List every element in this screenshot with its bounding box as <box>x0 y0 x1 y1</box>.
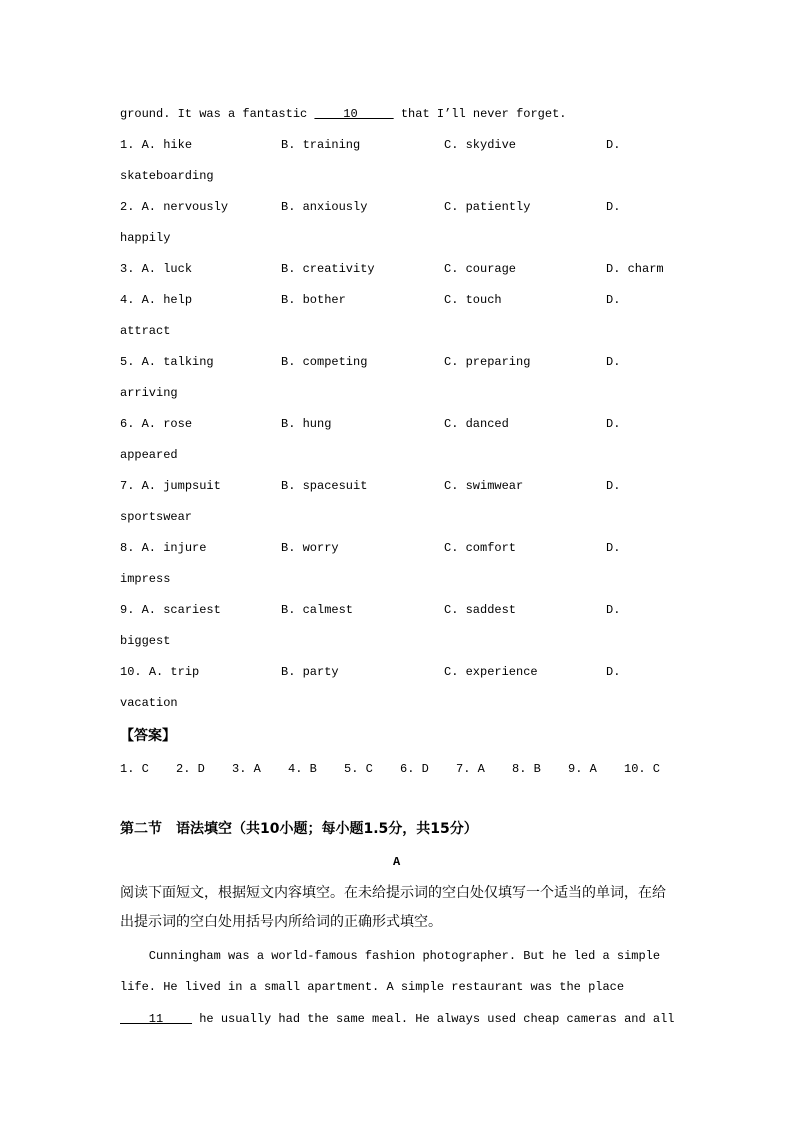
question-number: 9. <box>120 603 142 617</box>
text: ground. It was a fantastic <box>120 107 315 121</box>
question-2-option-d: D. happily <box>120 199 621 245</box>
question-number: 4. <box>120 293 142 307</box>
answer-5: 5. C <box>344 762 373 776</box>
answer-3: 3. A <box>232 762 261 776</box>
question-8-option-b: B. worry <box>281 541 339 555</box>
question-9-option-b: B. calmest <box>281 603 354 617</box>
question-number: 1. <box>120 138 142 152</box>
instruction-line-2: 出提示词的空白处用括号内所给词的正确形式填空。 <box>120 914 442 930</box>
question-3-option-d: D. charm <box>606 262 664 276</box>
question-number: 2. <box>120 200 142 214</box>
question-2-option-b: B. anxiously <box>281 200 368 214</box>
question-8-option-c: C. comfort <box>444 541 517 555</box>
option-a: A. trip <box>148 665 200 679</box>
question-number: 3. <box>120 262 142 276</box>
question-7-option-d: D. sportswear <box>120 478 621 524</box>
question-1-option-c: C. skydive <box>444 138 517 152</box>
answer-9: 9. A <box>568 762 597 776</box>
question-3-option-b: B. creativity <box>281 262 375 276</box>
question-3-number <box>120 261 192 277</box>
question-4-option-b: B. bother <box>281 293 346 307</box>
question-number: 8. <box>120 541 142 555</box>
answer-heading: 【答案】 <box>120 728 176 744</box>
passage-label: A <box>393 855 401 869</box>
question-10-option-d: D. vacation <box>120 664 621 710</box>
option-a: A. help <box>141 293 193 307</box>
option-a: A. injure <box>141 541 207 555</box>
question-7-option-b: B. spacesuit <box>281 479 368 493</box>
option-a: A. luck <box>141 262 193 276</box>
answer-8: 8. B <box>512 762 541 776</box>
answer-7: 7. A <box>456 762 485 776</box>
option-a: A. jumpsuit <box>141 479 221 493</box>
question-number: 6. <box>120 417 142 431</box>
answer-6: 6. D <box>400 762 429 776</box>
section-title: 第二节 语法填空（共10小题；每小题1.5分，共15分） <box>120 821 478 837</box>
option-a: A. rose <box>141 417 193 431</box>
question-number: 7. <box>120 479 142 493</box>
passage-line-2: life. He lived in a small apartment. A simple restaurant was the place <box>120 980 625 994</box>
question-8-option-d: D. impress <box>120 540 621 586</box>
question-10-option-b: B. party <box>281 665 339 679</box>
answer-1: 1. C <box>120 762 149 776</box>
intro-line <box>120 106 566 122</box>
text: that I’ll never forget. <box>393 107 567 121</box>
option-a: A. talking <box>141 355 214 369</box>
question-10-option-c: C. experience <box>444 665 538 679</box>
question-6-option-d: D. appeared <box>120 416 621 462</box>
option-a: A. nervously <box>141 200 229 214</box>
question-number: 5. <box>120 355 142 369</box>
answer-2: 2. D <box>176 762 205 776</box>
question-3-option-c: C. courage <box>444 262 517 276</box>
question-7-option-c: C. swimwear <box>444 479 524 493</box>
blank-10: 10 <box>314 107 394 121</box>
question-1-option-d: D. skateboarding <box>120 137 621 183</box>
question-4-option-c: C. touch <box>444 293 502 307</box>
question-4-option-d: D. attract <box>120 292 621 338</box>
option-a: A. hike <box>141 138 193 152</box>
question-5-option-b: B. competing <box>281 355 368 369</box>
passage-line-3 <box>120 1011 675 1027</box>
question-9-option-d: D. biggest <box>120 602 621 648</box>
instruction-line-1: 阅读下面短文，根据短文内容填空。在未给提示词的空白处仅填写一个适当的单词，在给 <box>120 885 666 901</box>
question-6-option-c: C. danced <box>444 417 509 431</box>
question-2-option-c: C. patiently <box>444 200 531 214</box>
passage-line-1: Cunningham was a world-famous fashion photographer. But he led a simple <box>120 949 661 963</box>
question-6-option-b: B. hung <box>281 417 332 431</box>
question-5-option-c: C. preparing <box>444 355 531 369</box>
blank-11: 11 <box>120 1012 193 1026</box>
option-a: A. scariest <box>141 603 221 617</box>
answer-10: 10. C <box>624 762 661 776</box>
question-9-option-c: C. saddest <box>444 603 517 617</box>
question-5-option-d: D. arriving <box>120 354 621 400</box>
question-number: 10. <box>120 665 149 679</box>
answer-4: 4. B <box>288 762 317 776</box>
text: he usually had the same meal. He always used cheap cameras and all <box>192 1012 675 1026</box>
question-1-option-b: B. training <box>281 138 361 152</box>
